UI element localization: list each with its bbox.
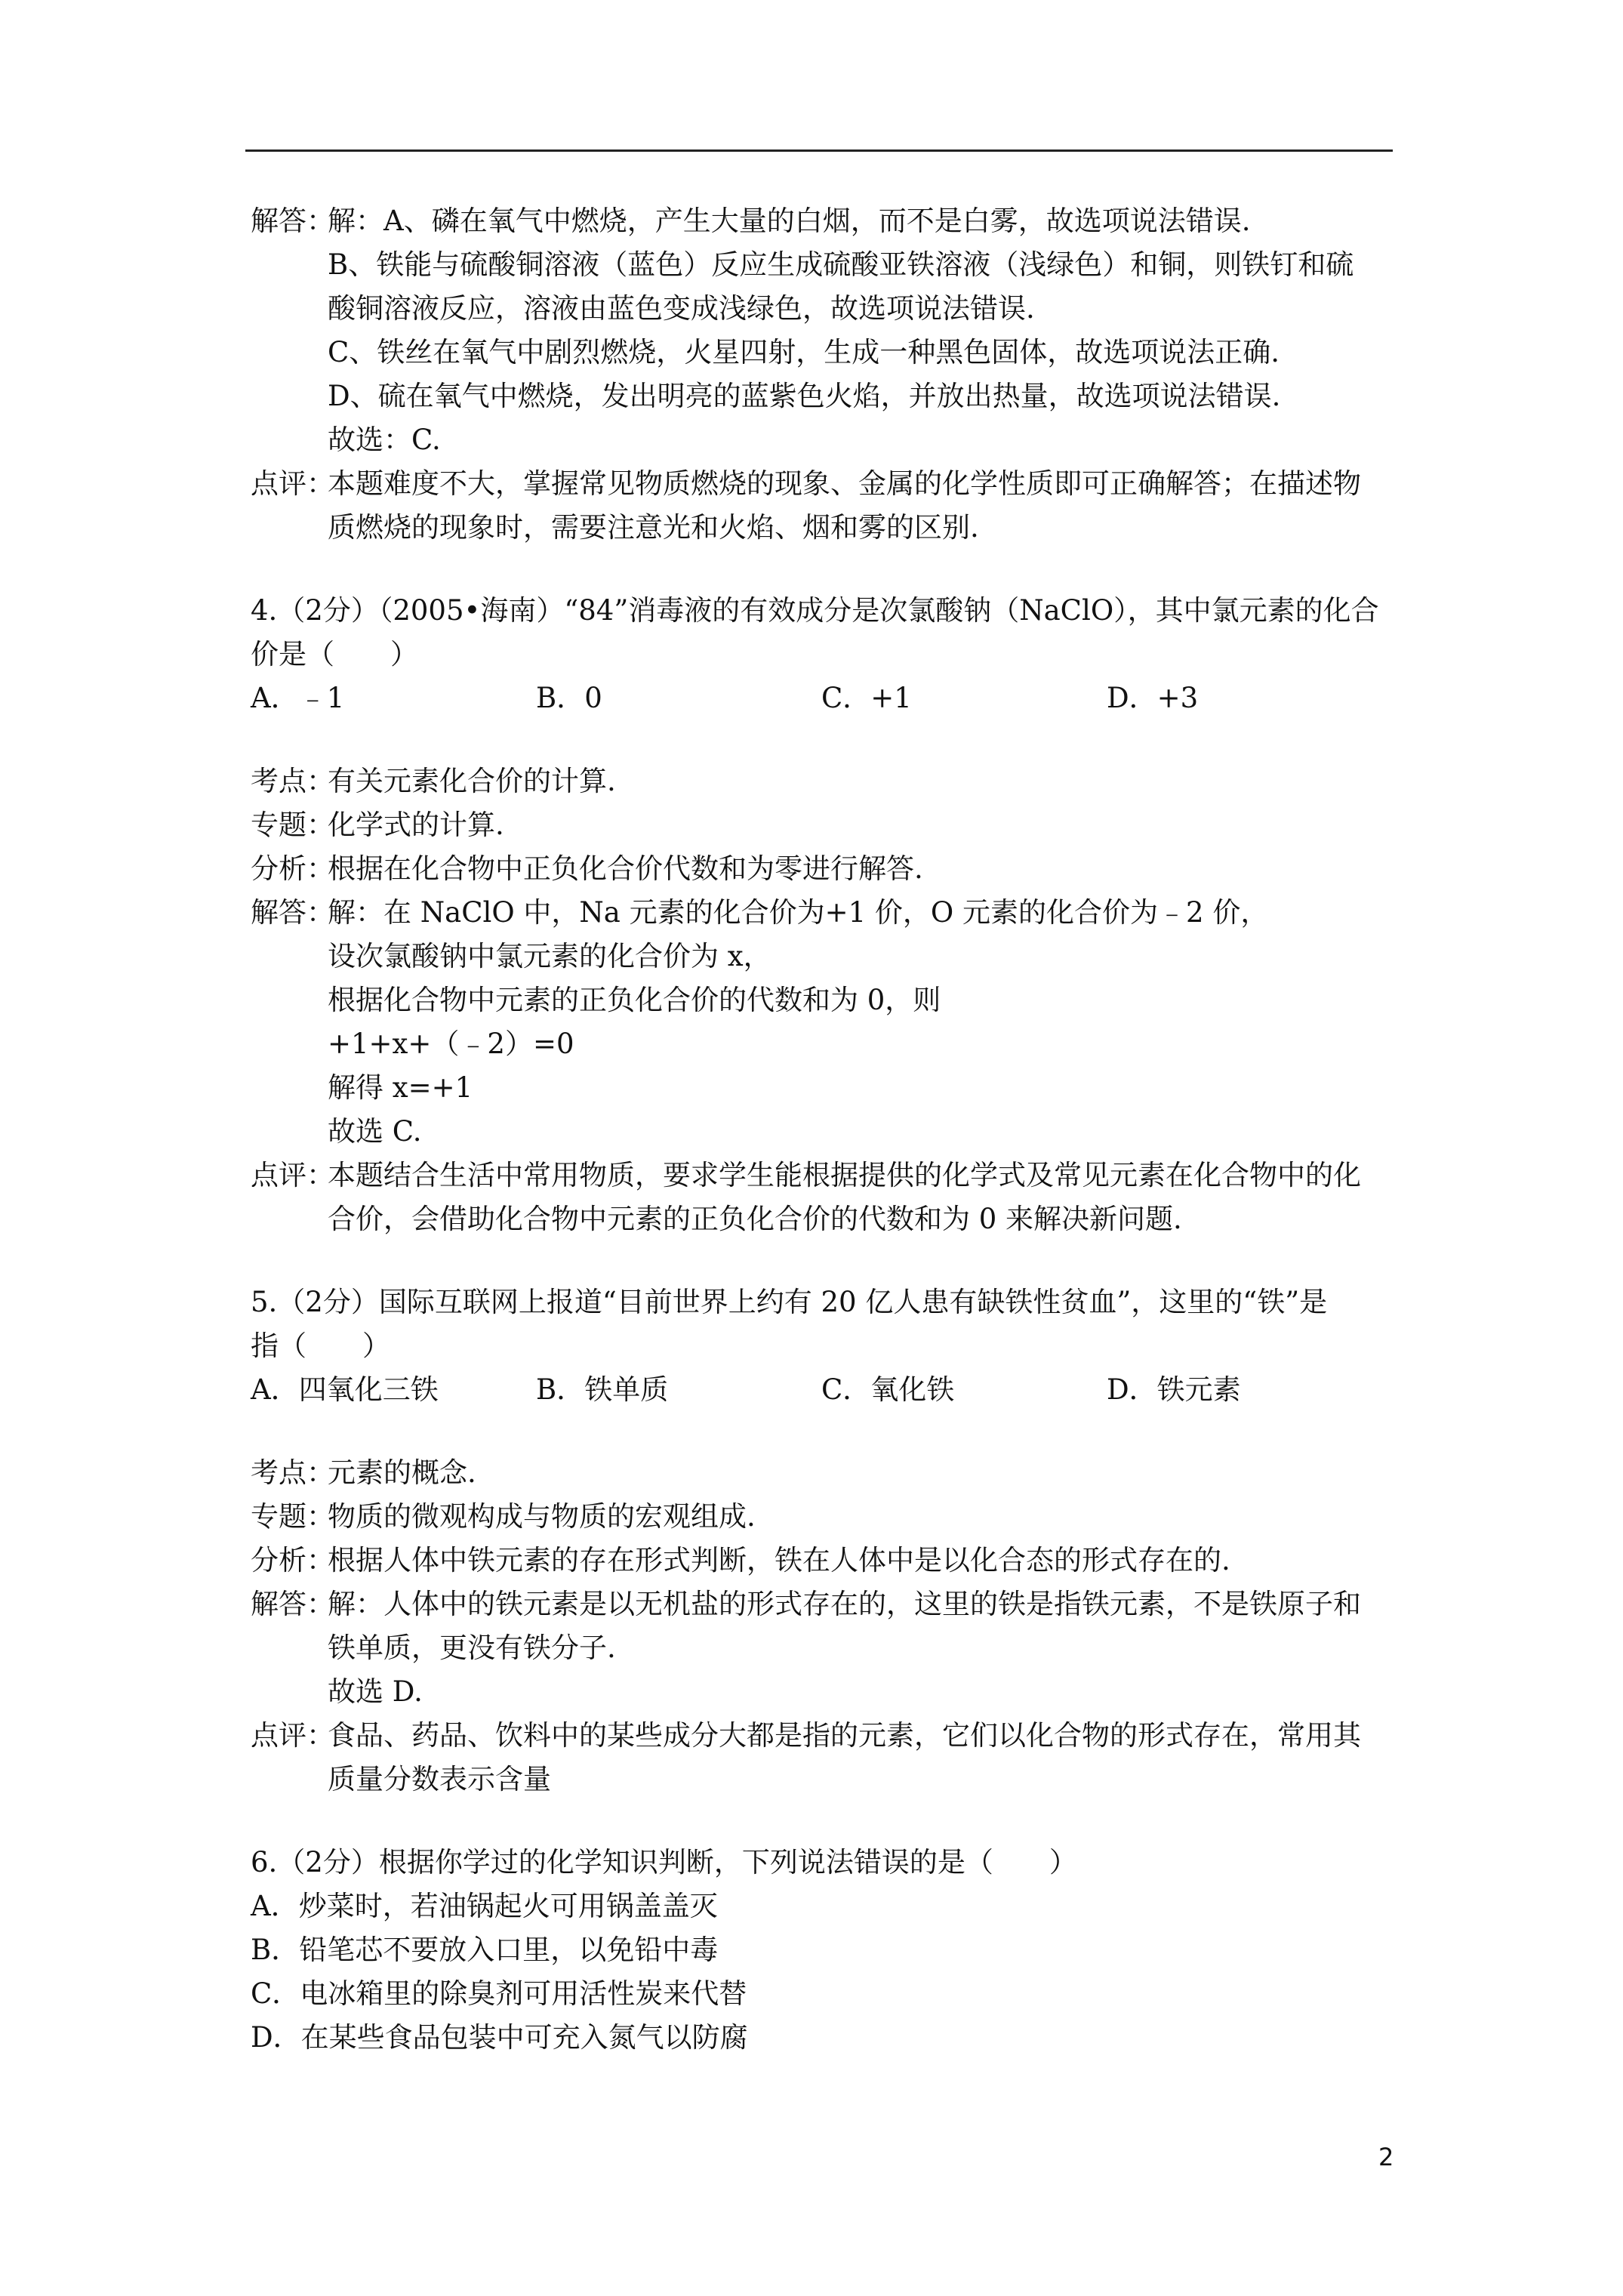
q4-kaodian: 有关元素化合价的计算. — [328, 765, 616, 797]
q5-fenxi-label: 分析： — [251, 1544, 334, 1576]
q4-option-b: B．0 — [536, 682, 602, 714]
q4-zhuanti: 化学式的计算. — [328, 809, 504, 841]
q4-answer-line: 解得 x=+1 — [328, 1071, 473, 1104]
q4-comment-line: 本题结合生活中常用物质，要求学生能根据提供的化学式及常见元素在化合物中的化 — [328, 1159, 1361, 1191]
header-rule — [245, 149, 1393, 152]
q4-answer-line: +1+x+（﹣2）=0 — [328, 1028, 574, 1060]
q3-answer-line: 故选：C. — [328, 424, 441, 456]
q5-kaodian-label: 考点： — [251, 1456, 334, 1489]
q4-answer-line: 根据化合物中元素的正负化合价的代数和为 0，则 — [328, 984, 941, 1016]
q5-comment-line: 食品、药品、饮料中的某些成分大都是指的元素，它们以化合物的形式存在，常用其 — [328, 1719, 1361, 1752]
q3-answer-line: D、硫在氧气中燃烧，发出明亮的蓝紫色火焰，并放出热量，故选项说法错误. — [328, 380, 1281, 412]
q4-stem-line: 价是（ ） — [251, 638, 418, 670]
q3-answer-line: 解：A、磷在氧气中燃烧，产生大量的白烟，而不是白雾，故选项说法错误. — [328, 205, 1251, 237]
q5-fenxi: 根据人体中铁元素的存在形式判断，铁在人体中是以化合态的形式存在的. — [328, 1544, 1230, 1576]
q3-answer-line: 酸铜溶液反应，溶液由蓝色变成浅绿色，故选项说法错误. — [328, 292, 1035, 325]
q6-stem: 6.（2分）根据你学过的化学知识判断，下列说法错误的是（ ） — [251, 1846, 1077, 1878]
q5-comment-label: 点评： — [251, 1719, 334, 1752]
q4-answer-line: 设次氯酸钠中氯元素的化合价为 x， — [328, 940, 771, 972]
q4-stem-line: 4.（2分）（2005•海南）“84”消毒液的有效成分是次氯酸钠（NaClO），其中氯元素的化合 — [251, 594, 1379, 627]
q4-answer-label: 解答： — [251, 896, 334, 929]
q5-zhuanti-label: 专题： — [251, 1500, 334, 1533]
q4-option-c: C．+1 — [821, 682, 912, 714]
q6-option-c: C．电冰箱里的除臭剂可用活性炭来代替 — [251, 1977, 747, 2010]
q5-answer-line: 解：人体中的铁元素是以无机盐的形式存在的，这里的铁是指铁元素，不是铁原子和 — [328, 1588, 1361, 1620]
q6-option-a: A．炒菜时，若油锅起火可用锅盖盖灭 — [251, 1890, 718, 1922]
q5-option-b: B．铁单质 — [536, 1373, 669, 1406]
q4-option-d: D．+3 — [1107, 682, 1199, 714]
q4-comment-label: 点评： — [251, 1159, 334, 1191]
q3-answer-line: B、铁能与硫酸铜溶液（蓝色）反应生成硫酸亚铁溶液（浅绿色）和铜，则铁钉和硫 — [328, 248, 1354, 281]
q5-answer-line: 铁单质，更没有铁分子. — [328, 1632, 616, 1664]
q4-answer-line: 故选 C. — [328, 1115, 422, 1148]
q4-kaodian-label: 考点： — [251, 765, 334, 797]
q3-comment-label: 点评： — [251, 467, 334, 500]
q4-option-a: A．﹣1 — [251, 682, 345, 714]
q3-answer-line: C、铁丝在氧气中剧烈燃烧，火星四射，生成一种黑色固体，故选项说法正确. — [328, 336, 1280, 368]
q5-kaodian: 元素的概念. — [328, 1456, 476, 1489]
q3-comment-line: 本题难度不大，掌握常见物质燃烧的现象、金属的化学性质即可正确解答；在描述物 — [328, 467, 1361, 500]
q5-comment-line: 质量分数表示含量 — [328, 1763, 551, 1795]
q5-answer-label: 解答： — [251, 1588, 334, 1620]
q5-option-c: C．氧化铁 — [821, 1373, 955, 1406]
q4-answer-line: 解：在 NaClO 中，Na 元素的化合价为+1 价，O 元素的化合价为﹣2 价， — [328, 896, 1269, 929]
q5-option-d: D．铁元素 — [1107, 1373, 1241, 1406]
q6-option-d: D．在某些食品包装中可充入氮气以防腐 — [251, 2021, 748, 2054]
q5-option-a: A．四氧化三铁 — [251, 1373, 439, 1406]
page-number: 2 — [1378, 2143, 1394, 2171]
q4-fenxi-label: 分析： — [251, 852, 334, 885]
q5-stem-line: 指（ ） — [251, 1330, 390, 1362]
q4-comment-line: 合价，会借助化合物中元素的正负化合价的代数和为 0 来解决新问题. — [328, 1203, 1182, 1235]
q4-zhuanti-label: 专题： — [251, 809, 334, 841]
q5-answer-line: 故选 D. — [328, 1675, 423, 1708]
q6-option-b: B．铅笔芯不要放入口里，以免铅中毒 — [251, 1934, 719, 1966]
q4-fenxi: 根据在化合物中正负化合价代数和为零进行解答. — [328, 852, 923, 885]
q3-answer-label: 解答： — [251, 205, 334, 237]
q5-zhuanti: 物质的微观构成与物质的宏观组成. — [328, 1500, 756, 1533]
q5-stem-line: 5.（2分）国际互联网上报道“目前世界上约有 20 亿人患有缺铁性贫血”，这里的“铁”是 — [251, 1286, 1328, 1318]
q3-comment-line: 质燃烧的现象时，需要注意光和火焰、烟和雾的区别. — [328, 511, 979, 544]
